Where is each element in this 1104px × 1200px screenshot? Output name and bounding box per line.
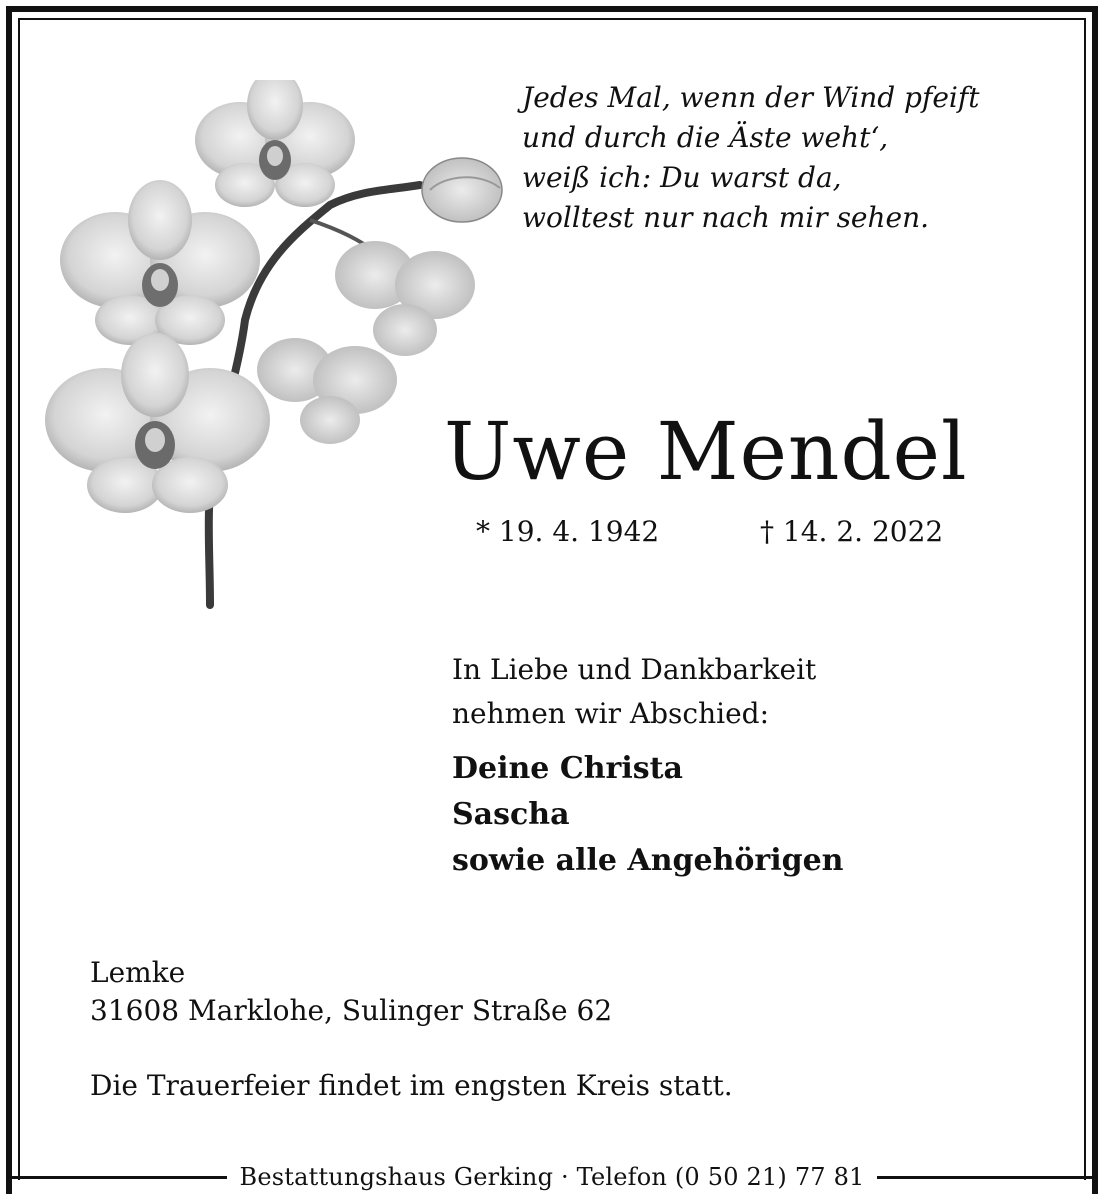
death-date: † 14. 2. 2022: [760, 515, 944, 548]
family-line: Sascha: [452, 797, 570, 832]
family-names: [452, 746, 843, 884]
footer-rule-right: [877, 1176, 1098, 1179]
birth-date: * 19. 4. 1942: [476, 515, 660, 548]
thanks-text: [452, 648, 816, 736]
family-line: Deine Christa: [452, 751, 683, 786]
funeral-note: Die Trauerfeier findet im engsten Kreis statt.: [90, 1069, 733, 1102]
deceased-name: Uwe Mendel: [444, 405, 968, 498]
poem: [522, 78, 1042, 238]
thanks-line: nehmen wir Abschied:: [452, 697, 770, 730]
poem-line: und durch die Äste weht‘,: [522, 121, 889, 154]
address: [90, 954, 612, 1030]
poem-line: Jedes Mal, wenn der Wind pfeift: [522, 81, 980, 114]
address-street: 31608 Marklohe, Sulinger Straße 62: [90, 994, 613, 1027]
poem-line: weiß ich: Du warst da,: [522, 161, 842, 194]
address-name: Lemke: [90, 956, 186, 989]
poem-line: wolltest nur nach mir sehen.: [522, 201, 930, 234]
orchid-icon: [40, 80, 530, 620]
thanks-line: In Liebe und Dankbarkeit: [452, 653, 817, 686]
footer-rule-left: [6, 1176, 227, 1179]
footer-text: Bestattungshaus Gerking · Telefon (0 50 21) 77 81: [239, 1163, 865, 1191]
family-line: sowie alle Angehörigen: [452, 843, 844, 878]
footer: [6, 1163, 1098, 1191]
